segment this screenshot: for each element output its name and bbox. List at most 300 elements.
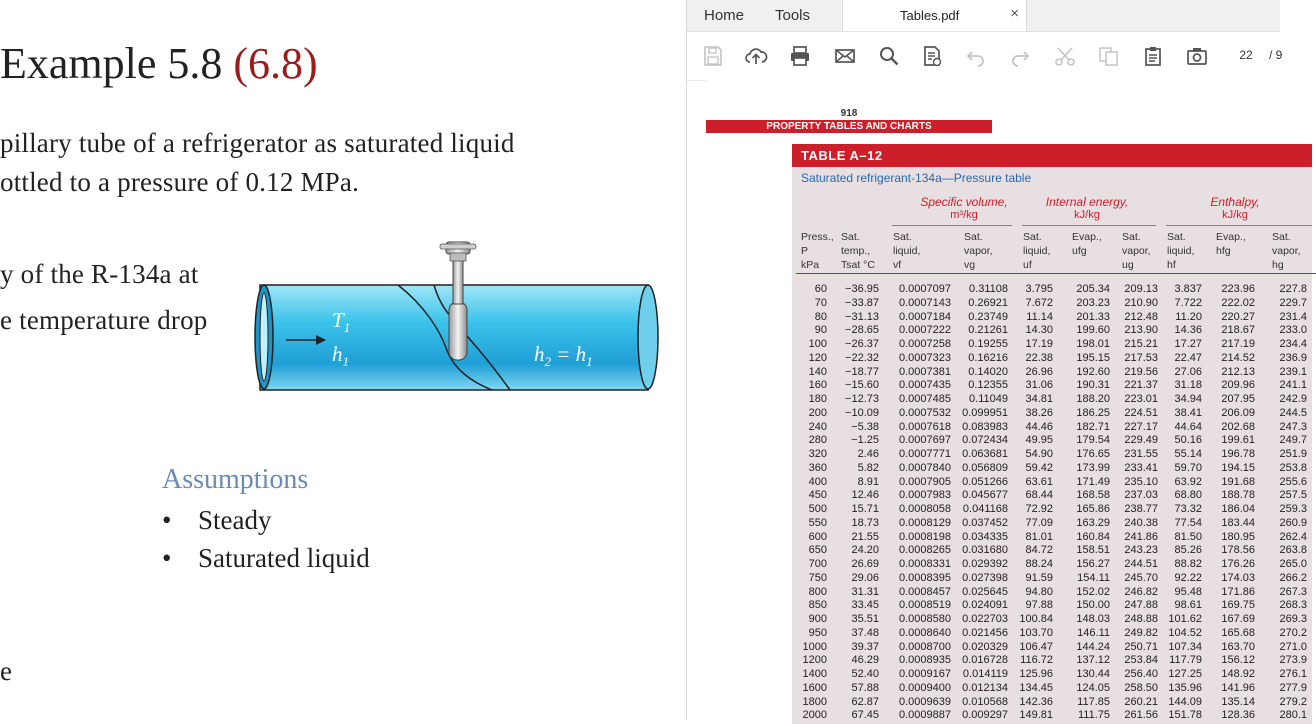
- group-rule: [1166, 225, 1312, 226]
- table-cell: 196.78: [1221, 448, 1255, 460]
- table-cell: 160.84: [1076, 530, 1110, 543]
- table-cell: 360: [808, 461, 827, 474]
- table-cell: 150.00: [1076, 599, 1110, 612]
- table-cell: −33.87: [845, 296, 879, 309]
- table-cell: 57.88: [851, 681, 879, 694]
- table-cell: 194.15: [1221, 461, 1255, 474]
- table-cell: 242.9: [1279, 393, 1307, 405]
- table-row: [792, 641, 1312, 655]
- table-cell: 165.86: [1076, 503, 1110, 515]
- table-cell: 188.20: [1076, 393, 1110, 405]
- table-cell: 63.92: [1174, 475, 1202, 488]
- table-cell: 149.81: [1019, 709, 1053, 722]
- table-cell: 67.45: [851, 709, 879, 722]
- table-row: [792, 599, 1312, 613]
- table-cell: 163.29: [1076, 516, 1110, 529]
- camera-icon[interactable]: [1185, 44, 1209, 68]
- table-cell: 0.21261: [968, 324, 1008, 337]
- table-cell: 3.795: [1025, 283, 1053, 295]
- inlet-enthalpy-label: $h_1$: [332, 342, 349, 370]
- table-cell: 84.72: [1025, 544, 1053, 557]
- table-cell: 240: [808, 420, 827, 433]
- table-cell: 0.0009167: [899, 668, 951, 680]
- table-cell: 195.15: [1076, 351, 1110, 364]
- table-cell: 11.20: [1175, 310, 1202, 323]
- table-cell: 0.0008580: [899, 613, 951, 625]
- table-row: [792, 489, 1312, 503]
- table-cell: 0.051266: [962, 475, 1008, 488]
- table-row: [792, 544, 1312, 558]
- table-subtitle: Saturated refrigerant-134a—Pressure table: [801, 171, 1032, 185]
- table-row: [792, 531, 1312, 545]
- table-cell: 29.06: [851, 571, 879, 584]
- column-header: Evap., ufg: [1072, 231, 1102, 257]
- table-cell: 14.30: [1025, 324, 1053, 337]
- table-cell: 0.037452: [962, 516, 1008, 529]
- table-cell: −12.73: [845, 393, 879, 405]
- toolbar: [687, 32, 1283, 81]
- table-row: [792, 393, 1312, 407]
- table-cell: 154.11: [1077, 571, 1110, 584]
- document-icon[interactable]: [920, 44, 944, 68]
- table-cell: 173.99: [1076, 461, 1110, 474]
- throttling-valve-figure: [250, 236, 660, 401]
- table-cell: −36.95: [845, 283, 879, 295]
- table-title: TABLE A–12: [801, 148, 883, 163]
- property-table: [792, 144, 1312, 724]
- table-cell: 750: [808, 571, 827, 584]
- table-cell: −5.38: [851, 420, 879, 433]
- table-cell: 34.81: [1025, 393, 1053, 405]
- bullet-dot-icon: •: [162, 543, 172, 573]
- table-cell: 213.90: [1124, 324, 1158, 337]
- table-cell: 0.0008265: [899, 544, 951, 557]
- table-cell: 205.34: [1076, 283, 1110, 295]
- table-cell: 68.44: [1025, 489, 1053, 502]
- bullet-text: Steady: [198, 505, 272, 535]
- table-cell: 70: [814, 296, 827, 309]
- table-cell: 233.41: [1124, 461, 1158, 474]
- table-cell: 26.69: [851, 558, 879, 570]
- assumptions-heading: Assumptions: [162, 464, 309, 495]
- upload-icon[interactable]: [744, 44, 768, 68]
- table-cell: 120: [808, 351, 827, 364]
- table-row: [792, 462, 1312, 476]
- table-cell: 229.49: [1124, 434, 1158, 447]
- table-cell: 0.0008331: [899, 558, 951, 570]
- table-cell: 200: [808, 406, 827, 419]
- table-cell: 0.083983: [962, 420, 1008, 433]
- table-cell: 1600: [802, 681, 827, 694]
- table-row: [792, 283, 1312, 297]
- table-cell: 0.0007532: [899, 406, 951, 419]
- table-cell: 148.92: [1221, 668, 1255, 680]
- table-cell: 95.48: [1174, 585, 1202, 598]
- table-cell: 24.20: [851, 544, 879, 557]
- table-cell: 59.42: [1025, 461, 1053, 474]
- table-cell: 167.69: [1221, 613, 1255, 625]
- table-cell: 11.14: [1026, 310, 1053, 323]
- table-row: [792, 421, 1312, 435]
- table-cell: 107.34: [1168, 640, 1202, 653]
- table-cell: 186.04: [1221, 503, 1255, 515]
- table-cell: 850: [808, 599, 827, 612]
- table-row: [792, 654, 1312, 668]
- table-cell: 0.11049: [969, 393, 1008, 405]
- table-cell: 31.31: [851, 585, 879, 598]
- table-cell: 0.0007222: [899, 324, 951, 337]
- table-cell: 0.063681: [962, 448, 1008, 460]
- inlet-temperature-label: $T_1$: [332, 308, 351, 336]
- table-cell: 0.0007905: [899, 475, 951, 488]
- table-cell: −15.60: [845, 379, 879, 392]
- copy-icon[interactable]: [1097, 44, 1121, 68]
- table-cell: 27.06: [1174, 365, 1202, 378]
- table-row: [792, 311, 1312, 325]
- page-number-input[interactable]: 22: [1239, 48, 1253, 62]
- table-cell: 0.0007697: [899, 434, 951, 447]
- table-cell: 117.79: [1169, 654, 1202, 667]
- table-cell: 97.88: [1025, 599, 1053, 612]
- table-cell: 0.0008640: [899, 626, 951, 639]
- header-rule: [796, 273, 1316, 274]
- print-icon[interactable]: [788, 44, 812, 68]
- table-cell: 244.5: [1279, 406, 1307, 419]
- table-cell: 17.27: [1174, 338, 1202, 350]
- table-cell: 0.041168: [962, 503, 1008, 515]
- table-cell: 0.23749: [968, 310, 1008, 323]
- table-cell: 46.29: [851, 654, 879, 667]
- table-row: [792, 586, 1312, 600]
- table-cell: 227.8: [1279, 283, 1307, 295]
- table-cell: 265.0: [1279, 558, 1307, 570]
- table-cell: 223.01: [1124, 393, 1158, 405]
- table-row: [792, 366, 1312, 380]
- table-cell: 176.26: [1221, 558, 1255, 570]
- table-cell: 103.70: [1019, 626, 1053, 639]
- table-cell: 203.23: [1076, 296, 1110, 309]
- table-cell: 156.27: [1076, 558, 1110, 570]
- table-cell: −26.37: [845, 338, 879, 350]
- table-cell: 73.32: [1174, 503, 1202, 515]
- table-cell: 125.96: [1019, 668, 1053, 680]
- table-cell: 450: [808, 489, 827, 502]
- table-cell: 1200: [802, 654, 827, 667]
- table-cell: 88.24: [1025, 558, 1053, 570]
- table-cell: 210.90: [1124, 296, 1158, 309]
- table-row: [792, 448, 1312, 462]
- slide-title: [0, 38, 318, 89]
- table-cell: 104.52: [1168, 626, 1202, 639]
- page-total: / 9: [1269, 48, 1283, 62]
- table-cell: 249.7: [1279, 434, 1307, 447]
- table-cell: 190.31: [1076, 379, 1110, 392]
- table-cell: 0.0007435: [899, 379, 951, 392]
- table-cell: 0.0007485: [899, 393, 951, 405]
- table-cell: 209.13: [1124, 283, 1158, 295]
- table-cell: 239.1: [1279, 365, 1307, 378]
- table-cell: 7.722: [1174, 296, 1202, 309]
- close-tab-icon[interactable]: ×: [1010, 5, 1019, 22]
- document-tab-label: Tables.pdf: [900, 8, 960, 23]
- table-cell: 198.01: [1076, 338, 1110, 350]
- table-cell: 140: [808, 365, 827, 378]
- table-cell: 117.85: [1077, 695, 1110, 708]
- table-cell: 199.61: [1221, 434, 1255, 447]
- mail-icon[interactable]: [833, 44, 857, 68]
- table-cell: 251.9: [1279, 448, 1307, 460]
- table-cell: 148.03: [1076, 613, 1110, 625]
- table-cell: 0.31108: [969, 283, 1008, 295]
- table-cell: −28.65: [845, 324, 879, 337]
- table-cell: 214.52: [1221, 351, 1255, 364]
- table-cell: 207.95: [1221, 393, 1255, 405]
- table-cell: 650: [808, 544, 827, 557]
- bullet-dot-icon: •: [162, 505, 172, 535]
- table-cell: 186.25: [1076, 406, 1110, 419]
- table-cell: 0.016728: [962, 654, 1008, 667]
- table-cell: 39.37: [851, 640, 879, 653]
- table-cell: 206.09: [1221, 406, 1255, 419]
- table-cell: 249.82: [1124, 626, 1158, 639]
- table-cell: 0.0009887: [899, 709, 951, 722]
- cut-icon[interactable]: [1053, 44, 1077, 68]
- table-cell: 146.11: [1077, 626, 1110, 639]
- table-row: [792, 572, 1312, 586]
- table-cell: 0.0007771: [899, 448, 951, 460]
- table-cell: 80: [814, 310, 827, 323]
- table-cell: 8.91: [857, 475, 879, 488]
- table-cell: 229.7: [1279, 296, 1307, 309]
- table-cell: 0.0007983: [899, 489, 951, 502]
- table-cell: 245.70: [1124, 571, 1158, 584]
- table-cell: 0.0009400: [899, 681, 951, 694]
- table-cell: 247.88: [1124, 599, 1158, 612]
- table-row: [792, 324, 1312, 338]
- table-cell: 255.6: [1279, 475, 1307, 488]
- table-cell: −22.32: [845, 351, 879, 364]
- table-cell: 199.60: [1076, 324, 1110, 337]
- table-cell: 900: [808, 613, 827, 625]
- table-cell: 35.51: [851, 613, 879, 625]
- table-cell: 257.5: [1279, 489, 1307, 502]
- table-cell: 0.029392: [962, 558, 1008, 570]
- table-row: [792, 696, 1312, 710]
- document-tab[interactable]: [842, 0, 1027, 31]
- table-cell: 0.056809: [962, 461, 1008, 474]
- table-cell: 160: [808, 379, 827, 392]
- table-cell: 44.46: [1025, 420, 1053, 433]
- table-cell: 0.025645: [962, 585, 1008, 598]
- table-cell: 261.56: [1124, 709, 1158, 722]
- bullet-item: [162, 505, 272, 536]
- table-cell: 111.75: [1077, 709, 1110, 722]
- table-cell: 22.47: [1174, 351, 1202, 364]
- nav-home[interactable]: Home: [704, 7, 745, 24]
- table-cell: 270.2: [1279, 626, 1307, 639]
- table-cell: 233.0: [1279, 324, 1307, 337]
- table-cell: 0.0007618: [899, 420, 951, 433]
- table-cell: 63.61: [1025, 475, 1053, 488]
- table-cell: 68.80: [1174, 489, 1202, 502]
- table-cell: 180.95: [1221, 530, 1255, 543]
- table-cell: 130.44: [1076, 668, 1110, 680]
- table-row: [792, 476, 1312, 490]
- table-cell: 262.4: [1279, 530, 1307, 543]
- table-cell: 14.36: [1174, 324, 1202, 337]
- save-icon[interactable]: [701, 44, 725, 68]
- table-cell: 141.96: [1221, 681, 1255, 694]
- table-cell: 250.71: [1124, 640, 1158, 653]
- table-cell: 21.55: [851, 530, 879, 543]
- table-cell: 0.027398: [962, 571, 1008, 584]
- slide-title-main: Example 5.8: [0, 39, 234, 88]
- table-cell: 950: [808, 626, 827, 639]
- clipboard-icon[interactable]: [1141, 44, 1165, 68]
- nav-tools[interactable]: Tools: [775, 7, 811, 24]
- table-cell: 222.02: [1221, 296, 1255, 309]
- table-cell: 244.51: [1124, 558, 1158, 570]
- column-header: Press., P kPa: [801, 231, 834, 271]
- column-header: Sat. vapor, ug: [1122, 231, 1151, 271]
- table-cell: 0.020329: [962, 640, 1008, 653]
- table-cell: 15.71: [851, 503, 879, 515]
- pdf-section-header: PROPERTY TABLES AND CHARTS: [706, 120, 992, 133]
- table-cell: 152.02: [1076, 585, 1110, 598]
- table-cell: 124.05: [1076, 681, 1110, 694]
- table-cell: 0.0007143: [899, 296, 951, 309]
- slide-text-line-3: y of the R-134a at: [0, 259, 199, 289]
- table-cell: 600: [808, 530, 827, 543]
- slide-text-fragment: e: [0, 656, 13, 686]
- table-cell: 134.45: [1019, 681, 1053, 694]
- table-cell: 0.022703: [962, 613, 1008, 625]
- column-header: Sat. vapor, hg: [1272, 231, 1301, 271]
- pdf-page-number: 918: [840, 108, 858, 119]
- table-cell: 277.9: [1279, 681, 1307, 694]
- table-cell: 88.82: [1174, 558, 1202, 570]
- table-cell: 55.14: [1174, 448, 1202, 460]
- table-cell: 215.21: [1124, 338, 1158, 350]
- table-cell: 263.8: [1279, 544, 1307, 557]
- table-cell: 268.3: [1279, 599, 1307, 612]
- pdf-page: [706, 80, 1307, 722]
- table-cell: 246.82: [1124, 585, 1158, 598]
- table-cell: 34.94: [1174, 393, 1202, 405]
- table-row: [792, 517, 1312, 531]
- table-cell: 191.68: [1221, 475, 1255, 488]
- table-cell: 0.010568: [962, 695, 1008, 708]
- column-header: Sat. vapor, vg: [964, 231, 993, 271]
- table-cell: 267.3: [1279, 585, 1307, 598]
- table-cell: 0.0008935: [899, 654, 951, 667]
- table-cell: 100: [808, 338, 827, 350]
- table-cell: 0.0007381: [899, 365, 951, 378]
- table-cell: 0.14020: [968, 365, 1008, 378]
- table-cell: 18.73: [851, 516, 879, 529]
- table-cell: 212.48: [1124, 310, 1158, 323]
- table-cell: 700: [808, 558, 827, 570]
- table-cell: 17.19: [1025, 338, 1053, 350]
- table-row: [792, 352, 1312, 366]
- table-cell: 220.27: [1221, 310, 1255, 323]
- table-cell: 269.3: [1279, 613, 1307, 625]
- table-cell: 163.70: [1221, 640, 1255, 653]
- table-cell: 0.014119: [962, 668, 1008, 680]
- table-cell: 52.40: [851, 668, 879, 680]
- table-cell: 90: [814, 324, 827, 337]
- table-cell: 176.65: [1076, 448, 1110, 460]
- slide-text-line-2: ottled to a pressure of 0.12 MPa.: [0, 167, 360, 197]
- undo-icon[interactable]: [964, 44, 988, 68]
- table-cell: 260.21: [1124, 695, 1158, 708]
- table-cell: 142.36: [1019, 695, 1053, 708]
- table-cell: 241.86: [1124, 530, 1158, 543]
- table-cell: 178.56: [1221, 544, 1255, 557]
- table-cell: 171.86: [1221, 585, 1255, 598]
- table-cell: 3.837: [1174, 283, 1202, 295]
- table-cell: 183.44: [1221, 516, 1255, 529]
- group-rule: [892, 225, 1012, 226]
- table-cell: 135.14: [1221, 695, 1255, 708]
- outlet-enthalpy-equation: $h_2 = h_1$: [534, 342, 593, 370]
- table-cell: 280.1: [1279, 709, 1307, 722]
- table-cell: 7.672: [1025, 296, 1053, 309]
- table-cell: 156.12: [1221, 654, 1255, 667]
- tab-bar: [687, 0, 1280, 32]
- table-row: [792, 379, 1312, 393]
- table-cell: 219.56: [1124, 365, 1158, 378]
- column-header: Sat. temp., Tsat °C: [841, 231, 875, 271]
- redo-icon[interactable]: [1008, 44, 1032, 68]
- table-cell: 0.009297: [962, 709, 1008, 722]
- table-cell: 1800: [802, 695, 827, 708]
- table-cell: −18.77: [845, 365, 879, 378]
- table-cell: 221.37: [1124, 379, 1158, 392]
- table-cell: 241.1: [1279, 379, 1307, 392]
- table-cell: 218.67: [1221, 324, 1255, 337]
- table-cell: 0.0008129: [899, 516, 951, 529]
- table-cell: 31.18: [1174, 379, 1202, 392]
- pdf-viewer: [687, 0, 1307, 722]
- table-cell: 188.78: [1221, 489, 1255, 502]
- table-cell: 0.021456: [962, 626, 1008, 639]
- table-cell: 0.0008395: [899, 571, 951, 584]
- table-cell: 260.9: [1279, 516, 1307, 529]
- table-cell: 0.0008058: [899, 503, 951, 515]
- table-cell: 54.90: [1025, 448, 1053, 460]
- table-cell: 212.13: [1221, 365, 1255, 378]
- column-header: Evap., hfg: [1216, 231, 1246, 257]
- table-cell: 266.2: [1279, 571, 1307, 584]
- table-cell: 276.1: [1279, 668, 1307, 680]
- table-cell: 85.26: [1174, 544, 1202, 557]
- table-cell: 37.48: [851, 626, 879, 639]
- table-cell: 279.2: [1279, 695, 1307, 708]
- table-cell: 0.012134: [962, 681, 1008, 694]
- table-cell: 5.82: [857, 461, 879, 474]
- table-cell: 248.88: [1124, 613, 1158, 625]
- table-row: [792, 297, 1312, 311]
- table-cell: 0.0009639: [899, 695, 951, 708]
- table-cell: 22.38: [1025, 351, 1053, 364]
- table-cell: 174.03: [1221, 571, 1255, 584]
- table-cell: 227.17: [1124, 420, 1158, 433]
- search-icon[interactable]: [877, 44, 901, 68]
- table-row: [792, 558, 1312, 572]
- table-cell: 234.4: [1279, 338, 1307, 350]
- table-cell: 238.77: [1124, 503, 1158, 515]
